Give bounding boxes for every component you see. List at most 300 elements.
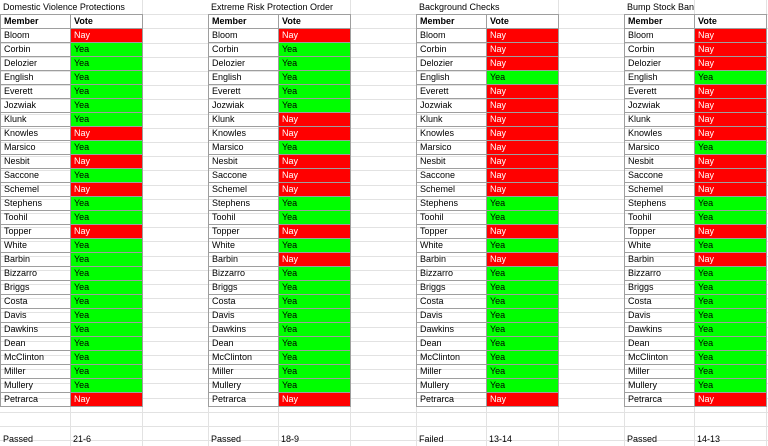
vote-cell[interactable]: Nay [71,155,143,169]
table-row [209,225,351,239]
vote-cell[interactable]: Yea [487,267,559,281]
table-header-row [209,15,351,29]
table-row [209,295,351,309]
table-row [1,197,143,211]
vote-cell[interactable]: Yea [71,197,143,211]
result-status[interactable]: Failed [419,434,444,444]
vote-cell[interactable]: Yea [279,239,351,253]
member-cell[interactable]: Jozwiak [417,99,487,113]
vote-cell[interactable]: Yea [279,57,351,71]
member-cell[interactable]: Stephens [417,197,487,211]
member-cell[interactable]: Petrarca [1,393,71,407]
table-row [625,351,767,365]
table-row [209,323,351,337]
table-row [625,267,767,281]
table-row [1,379,143,393]
vote-cell[interactable]: Yea [71,295,143,309]
vote-cell[interactable]: Yea [71,211,143,225]
member-cell[interactable]: Stephens [209,197,279,211]
vote-cell[interactable]: Nay [487,29,559,43]
member-cell[interactable]: Saccone [1,169,71,183]
vote-cell[interactable]: Yea [279,43,351,57]
vote-cell[interactable]: Yea [71,99,143,113]
result-tally[interactable]: 13-14 [489,434,513,444]
vote-cell[interactable]: Nay [71,127,143,141]
table-row [417,239,559,253]
vote-column-header[interactable]: Vote [279,15,351,29]
member-cell[interactable]: Klunk [625,113,695,127]
member-cell[interactable]: Dean [1,337,71,351]
vote-cell[interactable]: Nay [487,253,559,267]
vote-cell[interactable]: Yea [71,351,143,365]
member-cell[interactable]: Marsico [417,141,487,155]
member-column-header[interactable]: Member [625,15,695,29]
member-cell[interactable]: Schemel [209,183,279,197]
vote-cell[interactable]: Yea [279,85,351,99]
vote-cell[interactable]: Nay [279,155,351,169]
result-row [0,432,142,446]
member-cell[interactable]: Toohil [625,211,695,225]
member-cell[interactable]: Dawkins [417,323,487,337]
vote-cell[interactable]: Nay [487,113,559,127]
member-cell[interactable]: Corbin [625,43,695,57]
vote-cell[interactable]: Yea [487,323,559,337]
vote-cell[interactable]: Yea [695,211,767,225]
table-row [209,281,351,295]
member-cell[interactable]: Bizzarro [417,267,487,281]
vote-cell[interactable]: Nay [695,169,767,183]
member-cell[interactable]: English [209,71,279,85]
vote-cell[interactable]: Yea [279,281,351,295]
member-cell[interactable]: Topper [625,225,695,239]
member-cell[interactable]: Saccone [625,169,695,183]
member-cell[interactable]: Mullery [417,379,487,393]
vote-cell[interactable]: Yea [695,351,767,365]
member-cell[interactable]: Costa [625,295,695,309]
vote-cell[interactable]: Nay [487,127,559,141]
vote-cell[interactable]: Yea [279,267,351,281]
vote-cell[interactable]: Yea [71,267,143,281]
member-cell[interactable]: Marsico [1,141,71,155]
vote-cell[interactable]: Nay [695,113,767,127]
vote-cell[interactable]: Yea [71,71,143,85]
member-cell[interactable]: Petrarca [209,393,279,407]
vote-cell[interactable]: Yea [279,379,351,393]
member-cell[interactable]: Nesbit [209,155,279,169]
vote-cell[interactable]: Yea [71,379,143,393]
member-cell[interactable]: Schemel [625,183,695,197]
vote-cell[interactable]: Yea [71,323,143,337]
vote-cell[interactable]: Nay [487,183,559,197]
member-cell[interactable]: Barbin [625,253,695,267]
member-cell[interactable]: Knowles [417,127,487,141]
member-cell[interactable]: Petrarca [625,393,695,407]
table-row [209,351,351,365]
table-row [1,57,143,71]
vote-cell[interactable]: Nay [487,393,559,407]
vote-cell[interactable]: Yea [279,99,351,113]
vote-cell[interactable]: Yea [695,323,767,337]
vote-cell[interactable]: Nay [487,43,559,57]
vote-cell[interactable]: Nay [695,29,767,43]
table-row [209,267,351,281]
vote-cell[interactable]: Nay [279,113,351,127]
vote-cell[interactable]: Yea [487,309,559,323]
member-cell[interactable]: Jozwiak [625,99,695,113]
member-cell[interactable]: Nesbit [417,155,487,169]
table-row [1,169,143,183]
member-cell[interactable]: White [209,239,279,253]
vote-cell[interactable]: Nay [695,225,767,239]
table-row [625,295,767,309]
vote-cell[interactable]: Yea [279,197,351,211]
member-cell[interactable]: Barbin [209,253,279,267]
vote-cell[interactable]: Yea [487,239,559,253]
member-cell[interactable]: Bloom [1,29,71,43]
vote-cell[interactable]: Nay [487,57,559,71]
vote-cell[interactable]: Yea [279,351,351,365]
vote-cell[interactable]: Yea [71,337,143,351]
member-cell[interactable]: Mullery [209,379,279,393]
table-row [625,323,767,337]
member-cell[interactable]: Bizzarro [625,267,695,281]
table-row [625,113,767,127]
member-cell[interactable]: Corbin [209,43,279,57]
result-status[interactable]: Passed [211,434,242,444]
member-cell[interactable]: Miller [417,365,487,379]
table-row [625,29,767,43]
table-row [1,253,143,267]
member-cell[interactable]: Klunk [209,113,279,127]
vote-cell[interactable]: Yea [71,365,143,379]
member-cell[interactable]: Davis [417,309,487,323]
member-cell[interactable]: Toohil [417,211,487,225]
result-tally[interactable]: 14-13 [697,434,721,444]
member-cell[interactable]: Delozier [625,57,695,71]
vote-cell[interactable]: Nay [279,225,351,239]
vote-cell[interactable]: Yea [279,141,351,155]
vote-cell[interactable]: Nay [695,99,767,113]
member-cell[interactable]: Davis [1,309,71,323]
vote-cell[interactable]: Nay [487,141,559,155]
vote-cell[interactable]: Nay [695,127,767,141]
member-cell[interactable]: Dean [625,337,695,351]
member-cell[interactable]: Jozwiak [209,99,279,113]
table-row [417,253,559,267]
table-row [417,141,559,155]
table-row [625,71,767,85]
member-cell[interactable]: Knowles [625,127,695,141]
vote-cell[interactable]: Nay [71,183,143,197]
table-row [209,99,351,113]
vote-cell[interactable]: Yea [279,323,351,337]
vote-cell[interactable]: Yea [695,295,767,309]
member-cell[interactable]: Everett [1,85,71,99]
vote-cell[interactable]: Nay [695,253,767,267]
member-cell[interactable]: Briggs [209,281,279,295]
member-cell[interactable]: Barbin [417,253,487,267]
member-cell[interactable]: Topper [209,225,279,239]
vote-cell[interactable]: Yea [695,141,767,155]
vote-cell[interactable]: Yea [279,211,351,225]
table-row [417,169,559,183]
vote-column-header[interactable]: Vote [487,15,559,29]
member-cell[interactable]: Mullery [625,379,695,393]
vote-cell[interactable]: Yea [695,267,767,281]
member-cell[interactable]: Corbin [417,43,487,57]
vote-cell[interactable]: Yea [71,141,143,155]
vote-cell[interactable]: Yea [71,309,143,323]
vote-cell[interactable]: Yea [487,71,559,85]
table-row [209,365,351,379]
member-cell[interactable]: Knowles [1,127,71,141]
table-row [417,57,559,71]
member-cell[interactable]: English [625,71,695,85]
member-cell[interactable]: McClinton [625,351,695,365]
table-row [625,225,767,239]
member-column-header[interactable]: Member [417,15,487,29]
member-cell[interactable]: Costa [209,295,279,309]
member-cell[interactable]: Klunk [1,113,71,127]
vote-cell[interactable]: Yea [71,169,143,183]
member-cell[interactable]: Bloom [625,29,695,43]
table-row [1,281,143,295]
table-row [417,281,559,295]
table-row [1,71,143,85]
vote-cell[interactable]: Nay [487,169,559,183]
member-cell[interactable]: Miller [625,365,695,379]
vote-cell[interactable]: Yea [279,295,351,309]
member-cell[interactable]: Knowles [209,127,279,141]
result-row [208,432,350,446]
member-cell[interactable]: Saccone [417,169,487,183]
member-cell[interactable]: Stephens [1,197,71,211]
vote-cell[interactable]: Yea [487,379,559,393]
table-row [1,239,143,253]
vote-cell[interactable]: Nay [279,393,351,407]
table-row [417,85,559,99]
vote-cell[interactable]: Nay [279,29,351,43]
member-cell[interactable]: Everett [209,85,279,99]
vote-cell[interactable]: Nay [71,29,143,43]
member-cell[interactable]: Jozwiak [1,99,71,113]
table-row [209,183,351,197]
member-cell[interactable]: McClinton [1,351,71,365]
vote-cell[interactable]: Yea [487,337,559,351]
member-cell[interactable]: Petrarca [417,393,487,407]
vote-cell[interactable]: Yea [487,365,559,379]
result-status[interactable]: Passed [627,434,658,444]
member-cell[interactable]: Toohil [209,211,279,225]
member-cell[interactable]: Marsico [209,141,279,155]
member-cell[interactable]: Briggs [1,281,71,295]
vote-cell[interactable]: Nay [487,85,559,99]
member-cell[interactable]: Dawkins [625,323,695,337]
member-cell[interactable]: Schemel [417,183,487,197]
vote-cell[interactable]: Nay [487,99,559,113]
vote-cell[interactable]: Yea [487,295,559,309]
result-row [624,432,766,446]
member-cell[interactable]: Bloom [209,29,279,43]
vote-cell[interactable]: Yea [487,351,559,365]
vote-cell[interactable]: Nay [487,225,559,239]
table-row [417,183,559,197]
table-row [209,337,351,351]
member-cell[interactable]: Nesbit [1,155,71,169]
table-row [625,309,767,323]
member-cell[interactable]: Topper [417,225,487,239]
member-cell[interactable]: Davis [209,309,279,323]
result-tally[interactable]: 21-6 [73,434,92,444]
vote-cell[interactable]: Yea [71,253,143,267]
member-cell[interactable]: Everett [417,85,487,99]
member-cell[interactable]: Dawkins [1,323,71,337]
member-cell[interactable]: Costa [417,295,487,309]
vote-column-header[interactable]: Vote [71,15,143,29]
vote-cell[interactable]: Nay [695,183,767,197]
member-cell[interactable]: English [417,71,487,85]
vote-cell[interactable]: Yea [695,239,767,253]
table-row [625,127,767,141]
vote-cell[interactable]: Yea [279,365,351,379]
vote-column-header[interactable]: Vote [695,15,767,29]
member-cell[interactable]: Mullery [1,379,71,393]
table-header-row [625,15,767,29]
vote-table [0,14,143,407]
member-cell[interactable]: Schemel [1,183,71,197]
member-cell[interactable]: Everett [625,85,695,99]
vote-cell[interactable]: Yea [695,197,767,211]
vote-cell[interactable]: Yea [71,113,143,127]
member-cell[interactable]: Delozier [1,57,71,71]
member-cell[interactable]: Toohil [1,211,71,225]
vote-cell[interactable]: Yea [487,197,559,211]
vote-cell[interactable]: Yea [71,281,143,295]
vote-cell[interactable]: Yea [279,337,351,351]
member-cell[interactable]: Nesbit [625,155,695,169]
table-row [1,183,143,197]
table-row [1,155,143,169]
member-cell[interactable]: Dawkins [209,323,279,337]
vote-cell[interactable]: Nay [279,183,351,197]
member-cell[interactable]: Miller [209,365,279,379]
member-cell[interactable]: Topper [1,225,71,239]
member-cell[interactable]: Klunk [417,113,487,127]
result-status[interactable]: Passed [3,434,34,444]
vote-cell[interactable]: Yea [695,309,767,323]
member-cell[interactable]: Bloom [417,29,487,43]
vote-cell[interactable]: Nay [71,393,143,407]
vote-cell[interactable]: Yea [695,365,767,379]
table-row [209,155,351,169]
table-row [209,211,351,225]
vote-cell[interactable]: Yea [71,85,143,99]
vote-cell[interactable]: Yea [695,71,767,85]
member-column-header[interactable]: Member [209,15,279,29]
member-cell[interactable]: Briggs [625,281,695,295]
table-row [417,225,559,239]
member-cell[interactable]: Delozier [417,57,487,71]
member-cell[interactable]: Barbin [1,253,71,267]
member-cell[interactable]: Dean [209,337,279,351]
vote-cell[interactable]: Yea [695,379,767,393]
table-row [209,197,351,211]
table-row [417,29,559,43]
table-row [417,323,559,337]
member-cell[interactable]: White [1,239,71,253]
vote-cell[interactable]: Nay [695,85,767,99]
member-cell[interactable]: Delozier [209,57,279,71]
vote-cell[interactable]: Yea [695,337,767,351]
member-cell[interactable]: English [1,71,71,85]
vote-cell[interactable]: Yea [487,281,559,295]
vote-cell[interactable]: Nay [695,43,767,57]
vote-cell[interactable]: Yea [71,239,143,253]
member-cell[interactable]: White [625,239,695,253]
vote-cell[interactable]: Yea [487,211,559,225]
section-title: Bump Stock Ban [624,0,694,14]
member-cell[interactable]: Saccone [209,169,279,183]
member-cell[interactable]: Davis [625,309,695,323]
member-cell[interactable]: Dean [417,337,487,351]
member-cell[interactable]: Miller [1,365,71,379]
table-row [625,43,767,57]
member-cell[interactable]: Briggs [417,281,487,295]
table-row [417,365,559,379]
member-cell[interactable]: Bizzarro [1,267,71,281]
vote-cell[interactable]: Yea [71,43,143,57]
table-row [625,337,767,351]
table-row [209,253,351,267]
table-row [625,155,767,169]
vote-cell[interactable]: Nay [71,225,143,239]
member-cell[interactable]: Marsico [625,141,695,155]
vote-cell[interactable]: Nay [695,57,767,71]
vote-cell[interactable]: Yea [279,71,351,85]
table-row [1,393,143,407]
table-row [209,113,351,127]
table-row [417,71,559,85]
vote-cell[interactable]: Yea [279,309,351,323]
vote-cell[interactable]: Nay [279,127,351,141]
vote-cell[interactable]: Nay [487,155,559,169]
vote-cell[interactable]: Yea [71,57,143,71]
table-row [625,183,767,197]
table-row [209,239,351,253]
member-cell[interactable]: Stephens [625,197,695,211]
table-row [417,351,559,365]
vote-cell[interactable]: Nay [695,155,767,169]
vote-cell[interactable]: Nay [279,253,351,267]
table-row [209,71,351,85]
member-column-header[interactable]: Member [1,15,71,29]
section-title: Extreme Risk Protection Order [208,0,333,14]
member-cell[interactable]: White [417,239,487,253]
table-row [209,379,351,393]
member-cell[interactable]: McClinton [209,351,279,365]
member-cell[interactable]: Corbin [1,43,71,57]
table-header-row [417,15,559,29]
vote-cell[interactable]: Yea [695,281,767,295]
member-cell[interactable]: McClinton [417,351,487,365]
table-row [1,309,143,323]
member-cell[interactable]: Costa [1,295,71,309]
vote-cell[interactable]: Nay [279,169,351,183]
table-row [417,309,559,323]
result-tally[interactable]: 18-9 [281,434,300,444]
vote-cell[interactable]: Nay [695,393,767,407]
member-cell[interactable]: Bizzarro [209,267,279,281]
